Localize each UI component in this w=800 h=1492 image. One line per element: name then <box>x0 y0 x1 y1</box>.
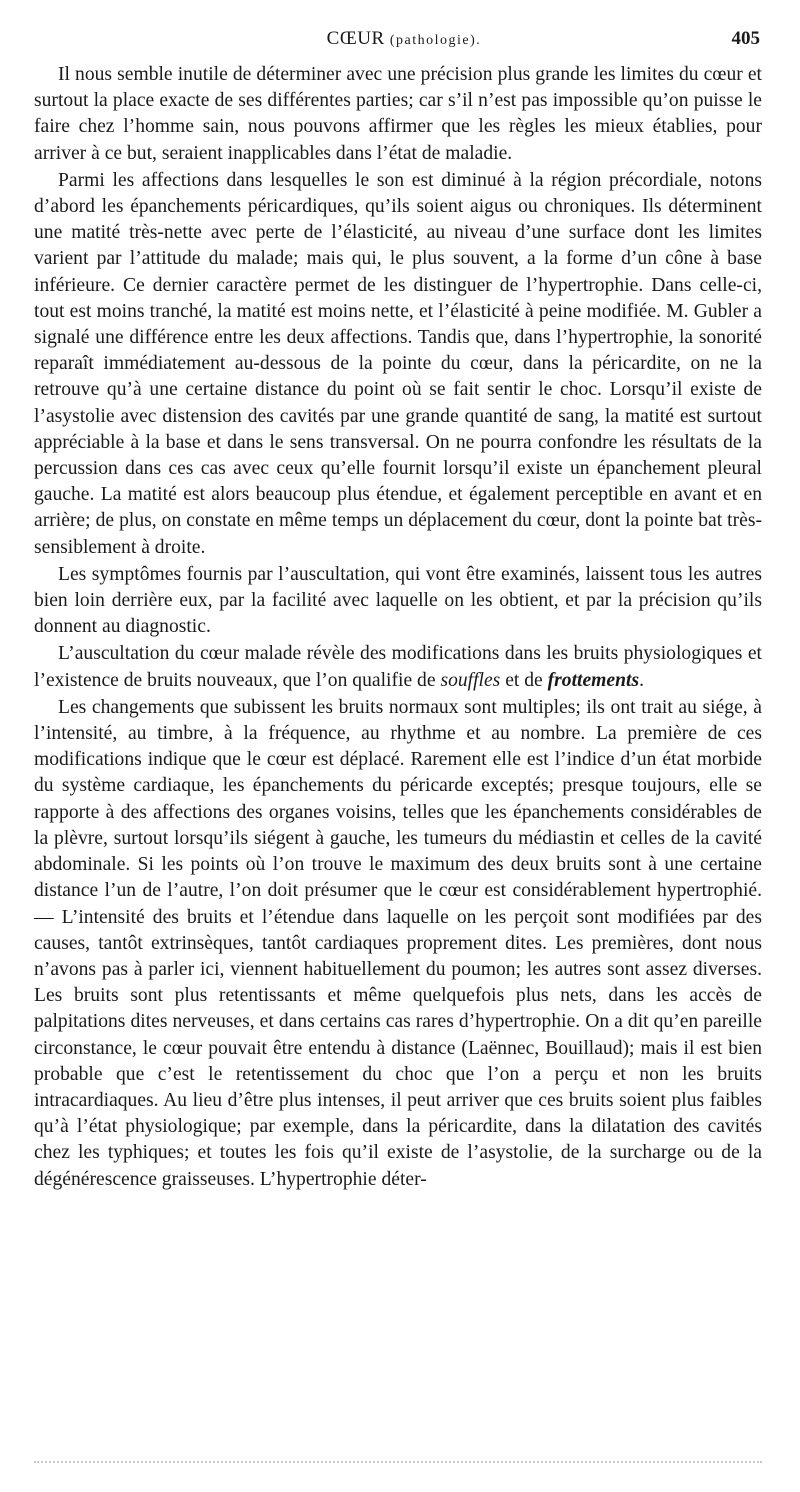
term-souffles: souffles <box>440 669 501 691</box>
paragraph-4-text-after: . <box>639 669 644 691</box>
paragraph-5: Les changements que subissent les bruits normaux sont multiples; ils ont trait au siége, à l’intensité, au timbre, à la fréquence, au rhythme et au nombre. La première de ces modifications indique que le cœur est déplacé. Rarement elle est l’indice d’un état morbide du système cardiaque, les épanchements du péricarde exceptés; presque toujours, elle se rapporte à des affections des organes voisins, telles que les épanchements considérables de la plèvre, surtout lorsqu’ils siégent à gauche, les tumeurs du médiastin et celles de la cavité abdominale. Si les points où l’on trouve le maximum des deux bruits sont à une certaine distance l’un de l’autre, l’on doit présumer que le cœur est considérablement hypertrophié. — L’intensité des bruits et l’étendue dans laquelle on les perçoit sont modifiées par des causes, tantôt extrinsèques, tantôt cardiaques proprement dites. Les premières, dont nous n’avons pas à parler ici, viennent habituellement du poumon; les autres sont assez diverses. Les bruits sont plus retentissants et même quelquefois plus nets, dans les accès de palpitations dites nerveuses, et dans certains cas rares d’hypertrophie. On a dit qu’en pareille circonstance, le cœur pouvait être entendu à distance (Laënnec, Bouillaud); mais il est bien probable que c’est le retentissement du choc que l’on a perçu et non les bruits intracardiaques. Au lieu d’être plus intenses, il peut arriver que ces bruits soient plus faibles qu’à l’état physiologique; par exemple, dans la péricardite, dans la dilatation des cavités chez les typhiques; et toutes les fois qu’il existe de l’asystolie, de la surcharge ou de la dégénérescence graisseuses. L’hypertrophie déter- <box>34 696 762 1190</box>
paragraph-4-text-before: L’auscultation du cœur malade révèle des modifications dans les bruits physiologiques et l’existence de bruits nouveaux, que l’on qualifie de <box>34 643 762 691</box>
paragraph-4 <box>34 641 762 693</box>
page-number: 405 <box>731 28 760 49</box>
paragraph-4-text-mid: et de <box>500 669 548 691</box>
term-frottements: frottements <box>547 669 640 691</box>
body-text <box>34 62 762 1194</box>
running-header <box>36 26 772 52</box>
running-title-main: CŒUR <box>326 28 385 49</box>
paragraph-3: Les symptômes fournis par l’auscultation, qui vont être examinés, laissent tous les autres bien loin derrière eux, par la facilité avec laquelle on les obtient, et par la précision qu’ils donnent au diagnostic. <box>34 563 762 638</box>
paragraph-2: Parmi les affections dans lesquelles le son est diminué à la région précordiale, notons d’abord les épanchements péricardiques, qu’ils soient aigus ou chroniques. Ils déterminent une matité très-nette avec perte de l’élasticité, au niveau d’une surface dont les limites varient par l’attitude du malade; mais qui, le plus souvent, a la forme d’un cône à base inférieure. Ce dernier caractère permet de les distinguer de l’hypertrophie. Dans celle-ci, tout est moins tranché, la matité est moins nette, et l’élasticité à peine modifiée. M. Gubler a signalé une différence entre les deux affections. Tandis que, dans l’hypertrophie, la sonorité reparaît immédiatement au-dessous de la pointe du cœur, dans la péricardite, on ne la retrouve qu’à une certaine distance du point où se fait sentir le choc. Lorsqu’il existe de l’asystolie avec distension des cavités par une grande quantité de sang, la matité est surtout appréciable à la base et dans le sens transversal. On ne pourra confondre les résultats de la percussion dans ces cas avec ceux qu’elle fournit lorsqu’il existe un épanchement pleural gauche. La matité est alors beaucoup plus étendue, et également perceptible en avant et en arrière; de plus, on constate en même temps un déplacement du cœur, dont la pointe bat très-sensiblement à droite. <box>34 169 762 558</box>
running-title <box>36 26 772 54</box>
bottom-margin-marks <box>34 1455 762 1463</box>
paragraph-1: Il nous semble inutile de déterminer avec une précision plus grande les limites du cœur et surtout la place exacte de ses différentes parties; car s’il n’est pas impossible qu’on puisse le faire chez l’homme sain, nous pouvons affirmer que les règles les mieux établies, pour arriver à ce but, seraient inapplicables dans l’état de maladie. <box>34 64 762 164</box>
running-title-sub: (pathologie). <box>389 33 482 48</box>
